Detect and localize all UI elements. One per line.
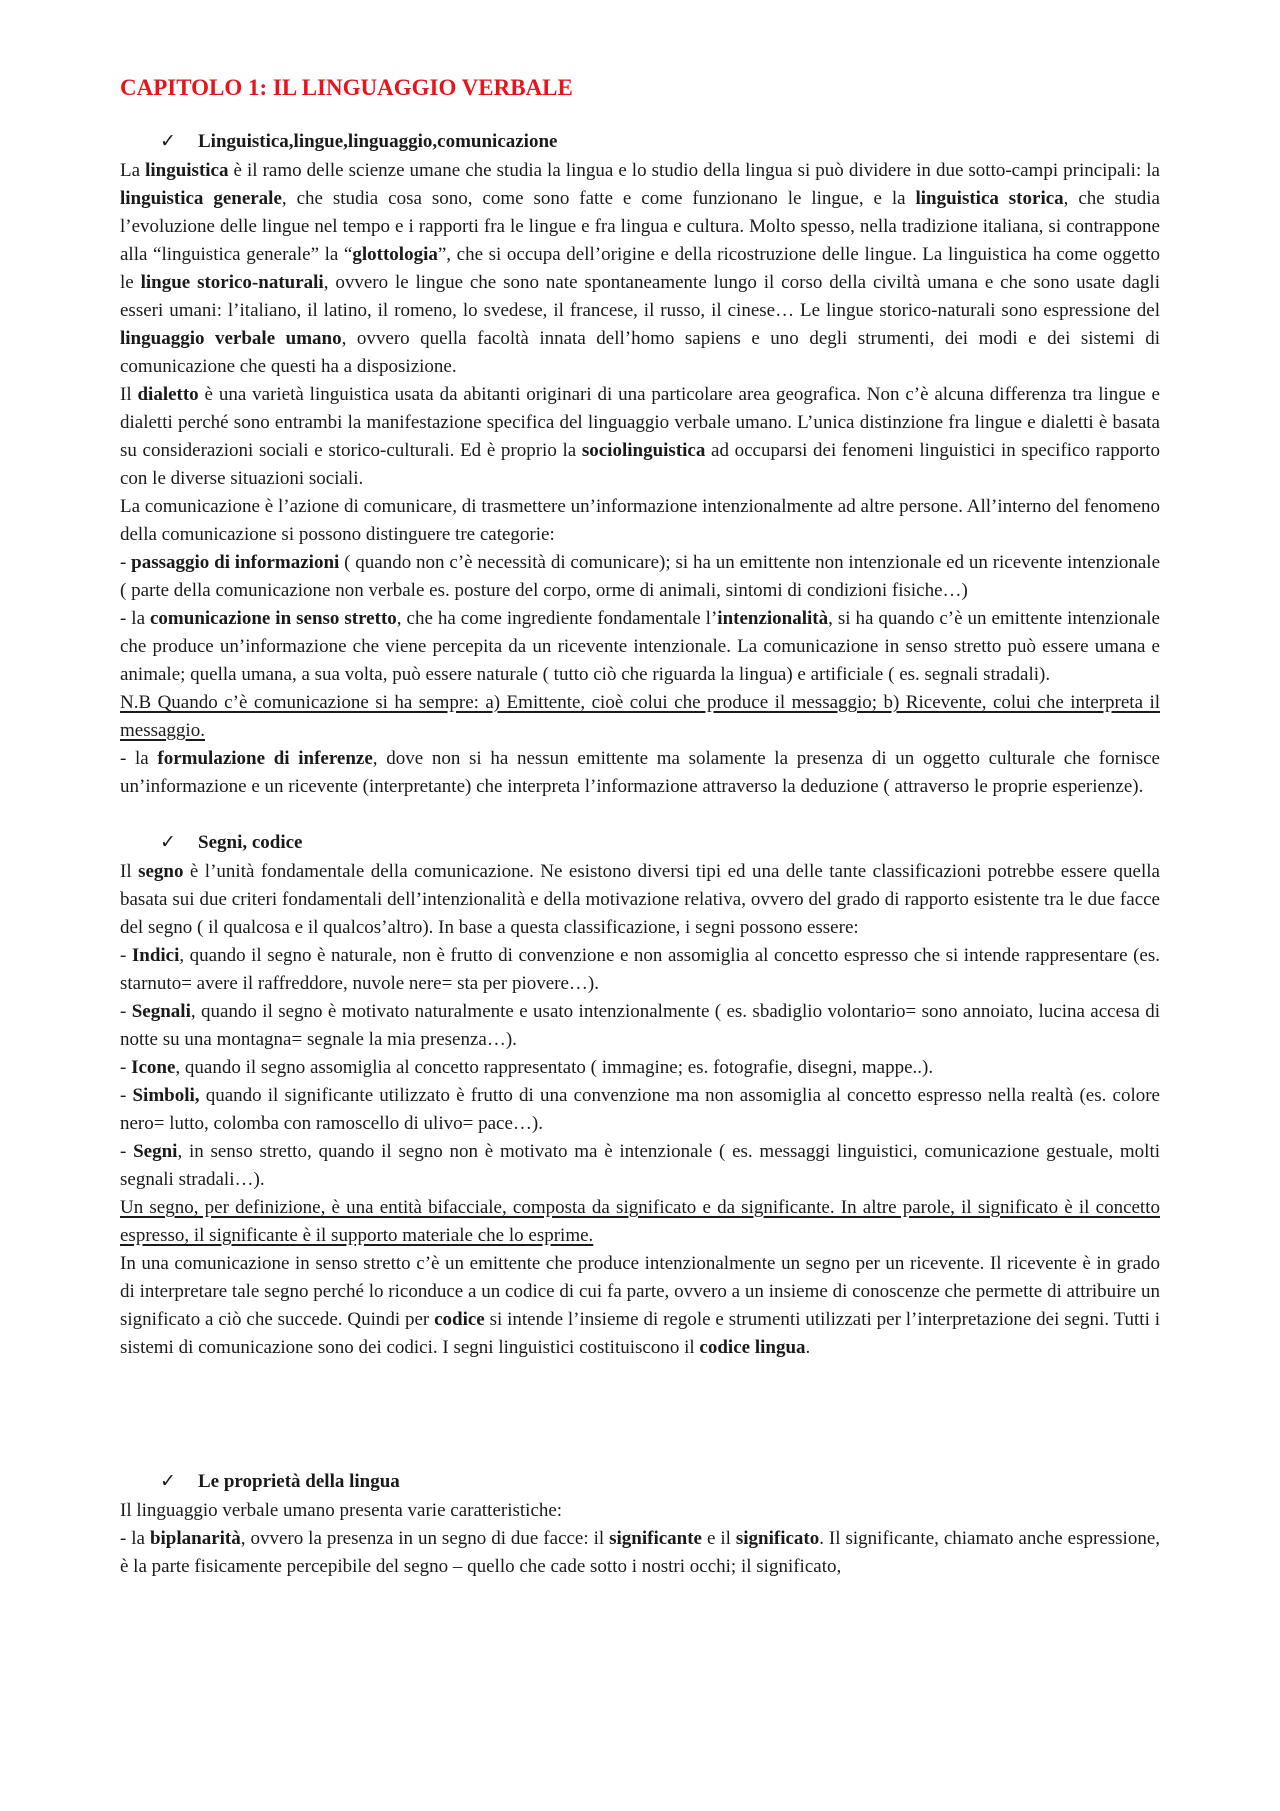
- list-item: - Icone, quando il segno assomiglia al concetto rappresentato ( immagine; es. fotografie, disegni, mappe..).: [120, 1057, 934, 1078]
- list-item: - passaggio di informazioni ( quando non c’è necessità di comunicare); si ha un emittente non intenzionale ed un ricevente intenzionale ( parte della comunicazione non verbale es. posture del corpo, orme di animali, sintomi di condizioni fisiche…): [120, 552, 1160, 601]
- paragraph: Il linguaggio verbale umano presenta varie caratteristiche:: [120, 1500, 563, 1521]
- list-item: - la formulazione di inferenze, dove non si ha nessun emittente ma solamente la presenza di un oggetto culturale che fornisce un’informazione e un ricevente (interpretante) che interpreta l’informazione attraverso la deduzione ( attraverso le proprie esperienze).: [120, 748, 1160, 797]
- underlined-note: Un segno, per definizione, è una entità bifacciale, composta da significato e da significante. In altre parole, il significato è il concetto espresso, il significante è il supporto materiale che lo esprime.: [120, 1197, 1160, 1246]
- paragraph: La linguistica è il ramo delle scienze umane che studia la lingua e lo studio della lingua si può dividere in due sotto-campi principali: la linguistica generale, che studia cosa sono, come sono fatte e come funzionano le lingue, e la linguistica storica, che studia l’evoluzione delle lingue nel tempo e i rapporti fra le lingue e fra lingua e cultura. Molto spesso, nella tradizione italiana, si contrappone alla “linguistica generale” la “glottologia”, che si occupa dell’origine e della ricostruzione delle lingue. La linguistica ha come oggetto le lingue storico-naturali, ovvero le lingue che sono nate spontaneamente lungo il corso della civiltà umana e che sono usate dagli esseri umani: l’italiano, il latino, il romeno, lo svedese, il francese, il russo, il cinese… Le lingue storico-naturali sono espressione del linguaggio verbale umano, ovvero quella facoltà innata dell’homo sapiens e uno degli strumenti, dei modi e dei sistemi di comunicazione che questi ha a disposizione.: [120, 160, 1161, 377]
- paragraph: In una comunicazione in senso stretto c’è un emittente che produce intenzionalmente un segno per un ricevente. Il ricevente è in grado di interpretare tale segno perché lo riconduce a un codice di cui fa parte, ovvero a un insieme di conoscenze che permette di attribuire un significato a ciò che succede. Quindi per codice si intende l’insieme di regole e strumenti utilizzati per l’interpretazione dei segni. Tutti i sistemi di comunicazione sono dei codici. I segni linguistici costituiscono il codice lingua.: [120, 1253, 1160, 1358]
- section-heading-label: Segni, codice: [198, 832, 303, 853]
- paragraph: Il dialetto è una varietà linguistica usata da abitanti originari di una particolare area geografica. Non c’è alcuna differenza tra lingue e dialetti perché sono entrambi la manifestazione specifica del linguaggio verbale umano. L’unica distinzione fra lingue e dialetti è basata su considerazioni sociali e storico-culturali. Ed è proprio la sociolinguistica ad occuparsi dei fenomeni linguistici in specifico rapporto con le diverse situazioni sociali.: [120, 384, 1160, 489]
- paragraph: Il segno è l’unità fondamentale della comunicazione. Ne esistono diversi tipi ed una delle tante classificazioni potrebbe essere quella basata sui due criteri fondamentali dell’intenzionalità e della motivazione relativa, ovvero del grado di rapporto esistente tra le due facce del segno ( il qualcosa e il qualcos’altro). In base a questa classificazione, i segni possono essere:: [120, 861, 1160, 938]
- list-item: - la biplanarità, ovvero la presenza in un segno di due facce: il significante e il significato. Il significante, chiamato anche espressione, è la parte fisicamente percepibile del segno – quello che cade sotto i nostri occhi; il significato,: [120, 1528, 1160, 1577]
- section-heading-segni: [120, 828, 1160, 858]
- list-item: - Segni, in senso stretto, quando il segno non è motivato ma è intenzionale ( es. messaggi linguistici, comunicazione gestuale, molti segnali stradali…).: [120, 1141, 1160, 1190]
- section-heading-label: Le proprietà della lingua: [198, 1471, 400, 1492]
- list-item: - Indici, quando il segno è naturale, non è frutto di convenzione e non assomiglia al concetto espresso che si intende rappresentare (es. starnuto= avere il raffreddore, nuvole nere= sta per piovere…).: [120, 945, 1160, 994]
- document-page: [120, 62, 1160, 1581]
- section-heading-linguistica: [120, 127, 1160, 157]
- checkmark-icon: ✓: [160, 832, 176, 853]
- section-heading-proprieta: [120, 1467, 1160, 1497]
- paragraph: La comunicazione è l’azione di comunicare, di trasmettere un’informazione intenzionalmente ad altre persone. All’interno del fenomeno della comunicazione si possono distinguere tre categorie:: [120, 496, 1160, 545]
- list-item: - Segnali, quando il segno è motivato naturalmente e usato intenzionalmente ( es. sbadiglio volontario= sono annoiato, lucina accesa di notte su una montagna= segnale la mia presenza…).: [120, 1001, 1161, 1050]
- section-heading-label: Linguistica,lingue,linguaggio,comunicazione: [198, 131, 558, 152]
- underlined-note: N.B Quando c’è comunicazione si ha sempre: a) Emittente, cioè colui che produce il messaggio; b) Ricevente, colui che interpreta il messaggio.: [120, 692, 1160, 741]
- list-item: - la comunicazione in senso stretto, che ha come ingrediente fondamentale l’intenzionalità, si ha quando c’è un emittente intenzionale che produce un’informazione che viene percepita da un ricevente intenzionale. La comunicazione in senso stretto può essere umana e animale; quella umana, a sua volta, può essere naturale ( tutto ciò che riguarda la lingua) e artificiale ( es. segnali stradali).: [120, 608, 1160, 685]
- list-item: - Simboli, quando il significante utilizzato è frutto di una convenzione ma non assomiglia al concetto espresso nella realtà (es. colore nero= lutto, colomba con ramoscello di ulivo= pace…).: [120, 1085, 1160, 1134]
- checkmark-icon: ✓: [160, 131, 176, 152]
- chapter-title: CAPITOLO 1: IL LINGUAGGIO VERBALE: [120, 75, 573, 100]
- checkmark-icon: ✓: [160, 1471, 176, 1492]
